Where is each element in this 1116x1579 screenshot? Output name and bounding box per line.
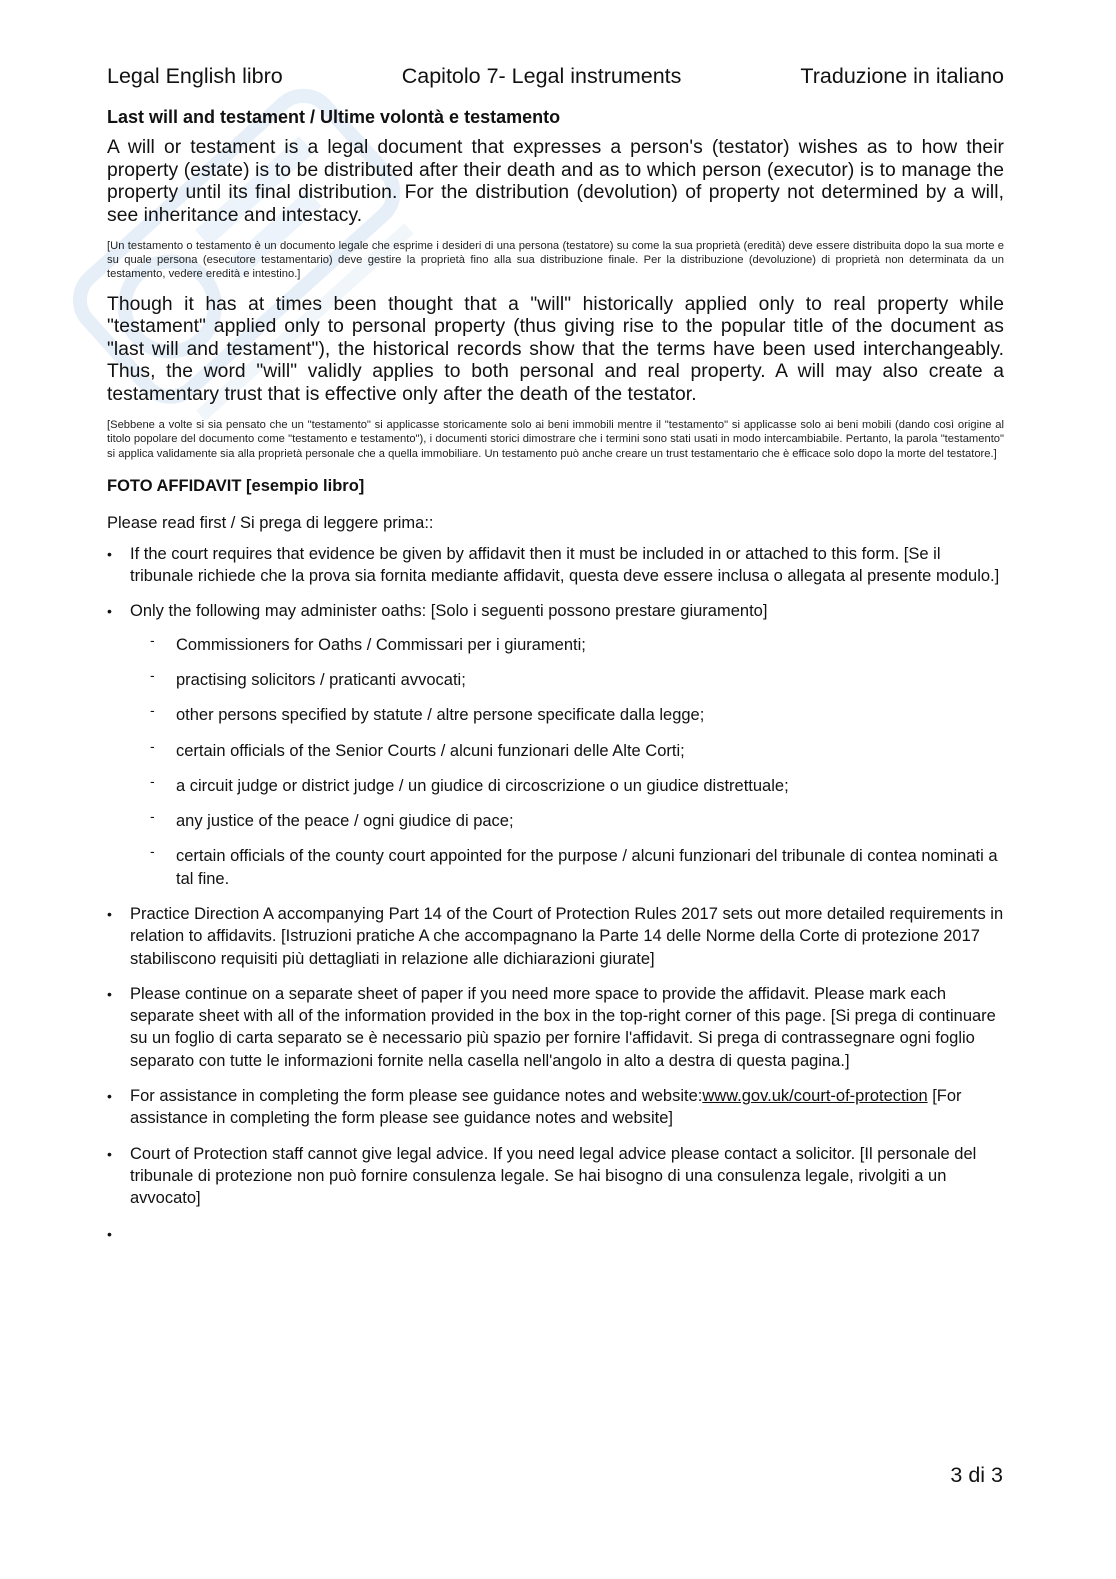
header-center: Capitolo 7- Legal instruments	[401, 64, 682, 88]
sub-list-item	[130, 704, 1004, 726]
sub-list-item-text: any justice of the peace / ogni giudice di pace;	[176, 812, 514, 831]
page-number: 3 di 3	[950, 1463, 1003, 1487]
sub-list-item-text: certain officials of the county court appointed for the purpose / alcuni funzionari del tribunale di contea nominati a tal fine.	[176, 847, 998, 888]
sub-list-item-text: Commissioners for Oaths / Commissari per i giuramenti;	[176, 635, 586, 654]
bullet-icon: •	[107, 1145, 112, 1162]
list-item-text: Please continue on a separate sheet of paper if you need more space to provide the affidavit. Please mark each separate sheet with all of the information provided in the box in the top-right corner of this page. [Si prega di continuare su un foglio di carta separato se è necessario più spazio per fornire l'affidavit. Si prega di contrassegnare ogni foglio separato con tutte le informazioni fornite nella casella nell'angolo in alto a destra di questa pagina.]	[130, 984, 996, 1070]
sub-list-item	[130, 810, 1004, 832]
instructions-list	[107, 543, 1004, 1245]
list-item	[107, 903, 1004, 970]
list-item	[107, 983, 1004, 1072]
document-page	[107, 64, 1004, 1258]
bullet-icon: •	[107, 985, 112, 1002]
list-item-empty	[107, 1223, 1004, 1245]
header-left: Legal English libro	[107, 64, 283, 88]
list-item-text: Practice Direction A accompanying Part 14 of the Court of Protection Rules 2017 sets out more detailed requirements in relation to affidavits. [Istruzioni pratiche A che accompagnano la Parte 14 delle Norme della Corte di protezione 2017 stabiliscono requisiti più dettagliati in relazione alle dichiarazioni giurate]	[130, 904, 1004, 968]
page-header	[107, 64, 1004, 98]
paragraph-will-history: Though it has at times been thought that a "will" historically applied only to real property while "testament" applied only to personal property (thus giving rise to the popular title of the document as "last will and testament"), the historical records show that the terms have been used interchangeably. Thus, the word "will" validly applies to both personal and real property. A will may also create a testamentary trust that is effective only after the death of the testator.	[107, 293, 1004, 405]
court-of-protection-link[interactable]: www.gov.uk/court-of-protection	[702, 1087, 928, 1106]
dash-icon: -	[150, 702, 155, 719]
header-right: Traduzione in italiano	[800, 64, 1004, 88]
list-item-text: Only the following may administer oaths: [Solo i seguenti possono prestare giuramento]	[130, 602, 768, 621]
dash-icon: -	[150, 843, 155, 860]
dash-icon: -	[150, 772, 155, 789]
sub-list-item-text: certain officials of the Senior Courts / alcuni funzionari delle Alte Corti;	[176, 741, 685, 760]
sub-list-item	[130, 666, 1004, 691]
sub-list-item	[130, 737, 1004, 762]
bullet-icon: •	[107, 545, 112, 562]
sub-list-item-text: practising solicitors / praticanti avvocati;	[176, 670, 466, 689]
sub-list-item	[130, 631, 1004, 656]
bullet-icon: •	[107, 905, 112, 922]
section-heading: Last will and testament / Ultime volontà e testamento	[107, 107, 561, 127]
bullet-icon: •	[107, 1225, 112, 1242]
dash-icon: -	[150, 666, 155, 683]
bullet-icon: •	[107, 603, 112, 620]
dash-icon: -	[150, 631, 155, 648]
list-item	[107, 1143, 1004, 1210]
dash-icon: -	[150, 737, 155, 754]
list-item	[107, 600, 1004, 890]
list-item-text: Court of Protection staff cannot give legal advice. If you need legal advice please contact a solicitor. [Il personale del tribunale di protezione non può fornire consulenza legale. Se hai bisogno di una consulenza legale, rivolgiti a un avvocato]	[130, 1144, 977, 1208]
paragraph-will-history-translation: [Sebbene a volte si sia pensato che un "testamento" si applicasse storicamente solo ai beni immobili mentre il "testamento" si applicasse solo ai beni mobili (dando così origine al titolo popolare del documento come "testamento e testamento"), i documenti storici dimostrare che i termini sono stati usati in modo intercambiabile. Pertanto, la parola "testamento" si applica validamente sia alla proprietà personale che a quella immobiliare. Un testamento può anche creare un trust testamentario che è efficace solo dopo la morte del testatore.]	[107, 419, 1004, 460]
sub-list-item-text: a circuit judge or district judge / un giudice di circoscrizione o un giudice distrettuale;	[176, 776, 789, 795]
affidavit-heading: FOTO AFFIDAVIT [esempio libro]	[107, 476, 365, 495]
sub-list-item	[130, 772, 1004, 797]
read-first-intro: Please read first / Si prega di leggere prima::	[107, 513, 434, 532]
bullet-icon: •	[107, 1088, 112, 1105]
list-item	[107, 543, 1004, 588]
dash-icon: -	[150, 808, 155, 825]
sub-list-item-text: other persons specified by statute / altre persone specificate dalla legge;	[176, 706, 705, 725]
list-item-text: If the court requires that evidence be given by affidavit then it must be included in or attached to this form. [Se il tribunale richiede che la prova sia fornita mediante affidavit, questa deve essere inclusa o allegata al presente modulo.]	[130, 544, 1000, 586]
oath-administrators-list	[130, 631, 1004, 890]
sub-list-item	[130, 845, 1004, 890]
paragraph-will-definition: A will or testament is a legal document that expresses a person's (testator) wishes as to how their property (estate) is to be distributed after their death and as to which person (executor) is to manage the property until its final distribution. For the distribution (devolution) of property not determined by a will, see inheritance and intestacy.	[107, 137, 1004, 226]
list-item-text-after-link: [For assistance in completing the form please see guidance notes and website]	[130, 1087, 962, 1128]
list-item	[107, 1085, 1004, 1130]
list-item-text-before-link: For assistance in completing the form please see guidance notes and website:	[130, 1087, 703, 1106]
paragraph-will-definition-translation: [Un testamento o testamento è un documento legale che esprime i desideri di una persona (testatore) su come la sua proprietà (eredità) deve essere distribuita dopo la sua morte e su quale persona (esecutore testamentario) deve gestire la proprietà fino alla sua distribuzione finale. Per la distribuzione (devoluzione) di proprietà non determinata da un testamento, vedere eredità e intestino.]	[107, 240, 1004, 281]
